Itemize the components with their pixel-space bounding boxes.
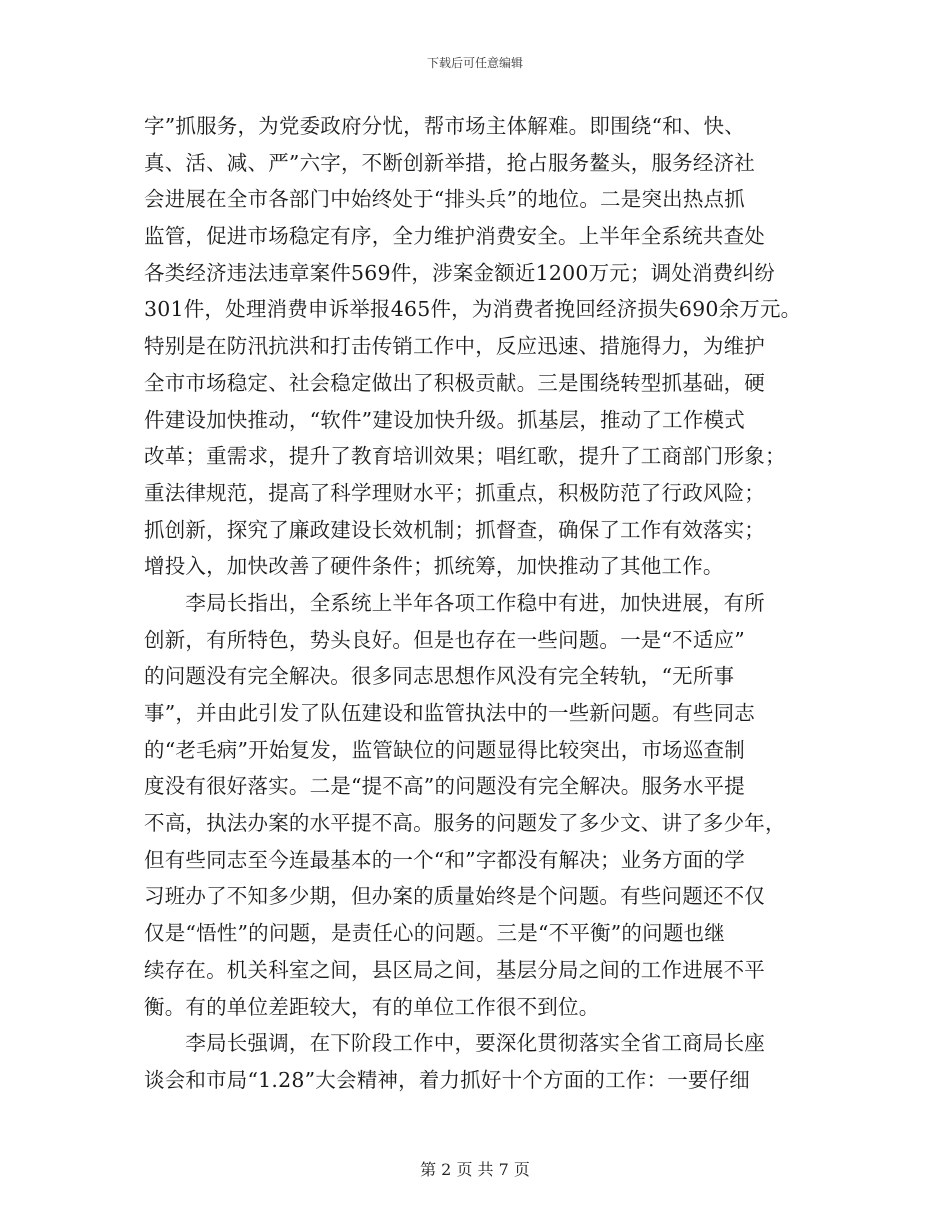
page-footer: 第 2 页 共 7 页: [420, 1160, 530, 1179]
text-line: 监管，促进市场稳定有序，全力维护消费安全。上半年全系统共查处: [144, 224, 765, 249]
text-line: 创新，有所特色，势头良好。但是也存在一些问题。一是“不适应”: [144, 627, 745, 652]
text-line: 的“老毛病”开始复发，监管缺位的问题显得比较突出，市场巡查制: [144, 737, 745, 762]
text-line: 续存在。机关科室之间，县区局之间，基层分局之间的工作进展不平: [144, 957, 765, 982]
text-line: 谈会和市局“1.28”大会精神，着力抓好十个方面的工作：一要仔细: [144, 1067, 751, 1092]
document-body: [144, 108, 824, 1099]
text-line: 习班办了不知多少期，但办案的质量始终是个问题。有些问题还不仅: [144, 884, 765, 909]
text-line: 李局长强调，在下阶段工作中，要深化贯彻落实全省工商局长座: [144, 1031, 765, 1056]
text-line: 字”抓服务，为党委政府分忧，帮市场主体解难。即围绕“和、快、: [144, 114, 745, 138]
text-line: 事”，并由此引发了队伍建设和监管执法中的一些新问题。有些同志: [144, 701, 755, 725]
text-line: 各类经济违法违章案件569件，涉案金额近1200万元；调处消费纠纷: [144, 260, 775, 285]
text-line: 改革；重需求，提升了教育培训效果；唱红歌，提升了工商部门形象；: [144, 444, 786, 469]
text-line: 不高，执法办案的水平提不高。服务的问题发了多少文、讲了多少年，: [144, 811, 786, 836]
text-line: 增投入，加快改善了硬件条件；抓统筹，加快推动了其他工作。: [144, 554, 724, 579]
text-line: 抓创新，探究了廉政建设长效机制；抓督查，确保了工作有效落实；: [144, 517, 765, 542]
text-line: 李局长指出，全系统上半年各项工作稳中有进，加快进展，有所: [144, 590, 765, 615]
text-line: 的问题没有完全解决。很多同志思想作风没有完全转轨，“无所事: [144, 664, 735, 689]
text-line: 全市市场稳定、社会稳定做出了积极贡献。三是围绕转型抓基础，硬: [144, 370, 765, 395]
text-line: 度没有很好落实。二是“提不高”的问题没有完全解决。服务水平提: [144, 774, 745, 799]
text-line: 仅是“悟性”的问题，是责任心的问题。三是“不平衡”的问题也继: [144, 921, 725, 946]
text-line: 会进展在全市各部门中始终处于“排头兵”的地位。二是突出热点抓: [144, 187, 745, 212]
text-line: 件建设加快推动，“软件”建设加快升级。抓基层，推动了工作模式: [144, 407, 745, 432]
text-line: 衡。有的单位差距较大，有的单位工作很不到位。: [144, 994, 600, 1019]
text-line: 特别是在防汛抗洪和打击传销工作中，反应迅速、措施得力，为维护: [144, 334, 765, 359]
text-line: 重法律规范，提高了科学理财水平；抓重点，积极防范了行政风险；: [144, 480, 765, 505]
text-line: 真、活、减、严”六字，不断创新举措，抢占服务鳌头，服务经济社: [144, 150, 755, 175]
text-line: 但有些同志至今连最基本的一个“和”字都没有解决；业务方面的学: [144, 847, 745, 872]
page-header: 下载后可任意编辑: [426, 56, 523, 70]
text-line: 301件，处理消费申诉举报465件，为消费者挽回经济损失690余万元。: [144, 297, 802, 322]
